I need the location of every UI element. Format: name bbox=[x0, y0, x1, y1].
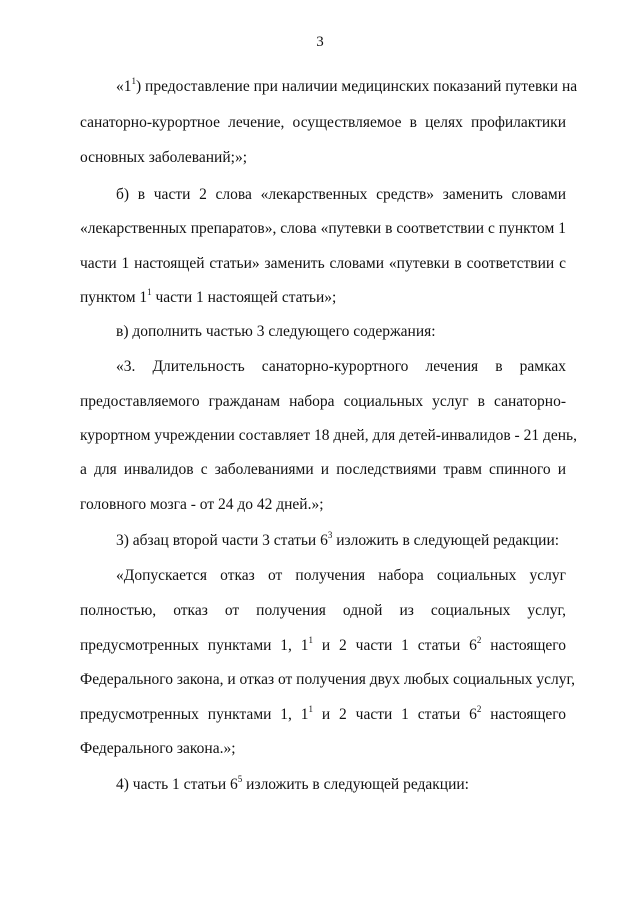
text-line-1: «$1^1$) предоставление при наличии медицинских показаний путевки на bbox=[116, 76, 578, 95]
text-line-8: в) дополнить частью 3 следующего содержания: bbox=[116, 323, 436, 340]
text-line-5: «лекарственных препаратов», слова «путевки в соответствии с пунктом 1 bbox=[80, 220, 566, 237]
text-line-10: предоставляемого гражданам набора социальных услуг в санаторно- bbox=[80, 393, 566, 410]
text-line-19: предусмотренных пунктами 1, $1^1$ и 2 части 1 статьи $6^2$ настоящего bbox=[80, 704, 566, 723]
text-line-16: полностью, отказ от получения одной из социальных услуг, bbox=[80, 602, 566, 619]
text-line-15: «Допускается отказ от получения набора социальных услуг bbox=[116, 567, 566, 584]
text-line-17: предусмотренных пунктами 1, $1^1$ и 2 части 1 статьи $6^2$ настоящего bbox=[80, 635, 566, 654]
text-line-14: 3) абзац второй части 3 статьи $6^3$ изложить в следующей редакции: bbox=[116, 530, 560, 549]
text-line-6: части 1 настоящей статьи» заменить словами «путевки в соответствии с bbox=[80, 255, 566, 272]
text-line-12: а для инвалидов с заболеваниями и последствиями травм спинного и bbox=[80, 461, 566, 478]
text-line-7: пунктом $1^1$ части 1 настоящей статьи»; bbox=[80, 287, 337, 306]
text-line-4: б) в части 2 слова «лекарственных средств» заменить словами bbox=[116, 186, 566, 203]
text-line-9: «3. Длительность санаторно-курортного лечения в рамках bbox=[116, 358, 566, 375]
text-line-13: головного мозга - от 24 до 42 дней.»; bbox=[80, 496, 324, 513]
text-line-20: Федерального закона.»; bbox=[80, 740, 236, 757]
text-line-18: Федерального закона, и отказ от получения двух любых социальных услуг, bbox=[80, 671, 576, 688]
text-line-11: курортном учреждении составляет 18 дней, для детей-инвалидов - 21 день, bbox=[80, 427, 577, 444]
text-line-2: санаторно-курортное лечение, осуществляемое в целях профилактики bbox=[80, 114, 566, 131]
text-line-21: 4) часть 1 статьи $6^5$ изложить в следующей редакции: bbox=[116, 774, 469, 793]
page-number: 3 bbox=[316, 34, 324, 50]
text-line-3: основных заболеваний;»; bbox=[80, 149, 248, 166]
